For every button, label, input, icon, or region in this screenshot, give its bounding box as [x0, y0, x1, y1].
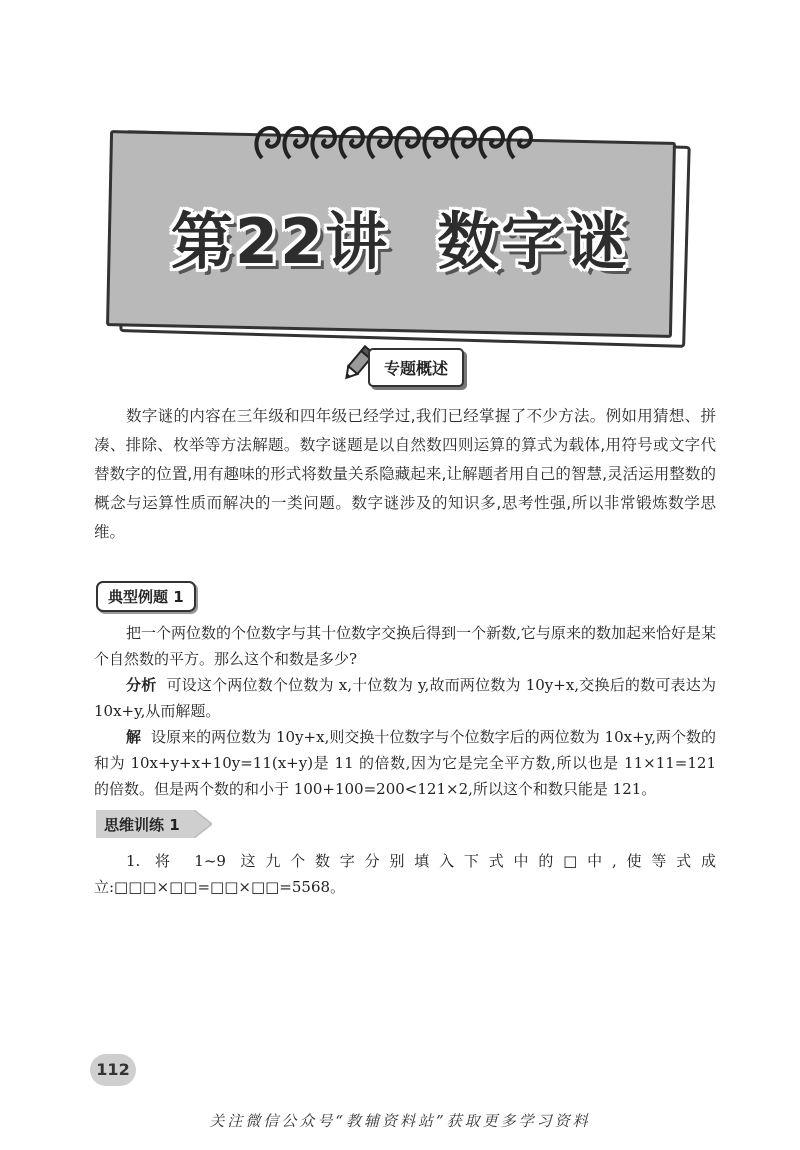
footer-note: 关注微信公众号“教辅资料站”获取更多学习资料 — [209, 1112, 591, 1130]
spiral-binding-icon — [250, 118, 550, 178]
training-item-1: 1. 将 1~9 这九个数字分别填入下式中的□中,使等式成立:□□□×□□=□□×□□=5568。 — [94, 852, 716, 896]
chapter-topic: 数字谜 — [437, 205, 630, 278]
example-analysis — [94, 672, 716, 724]
solution-text: 设原来的两位数为 10y+x,则交换十位数字与个位数字后的两位数为 10x+y,两个数的和为 10x+y+x+10y=11(x+y)是 11 的倍数,因为它是完全平方数,所以也是 11×11=121 的倍数。但是两个数的和小于 100+100=200<121×2,所以这个和数只能是 121。 — [94, 728, 716, 798]
overview-label: 专题概述 — [368, 348, 464, 387]
analysis-text: 可设这个两位数个位数为 x,十位数为 y,故而两位数为 10y+x,交换后的数可表达为 10x+y,从而解题。 — [94, 676, 716, 720]
chapter-banner — [100, 100, 700, 340]
page-number: 112 — [90, 1054, 136, 1086]
chapter-heading — [150, 192, 650, 281]
arrow-tab-icon — [190, 810, 212, 838]
example-label: 典型例题 1 — [96, 581, 196, 612]
example-solution — [94, 724, 716, 802]
overview-text: 数字谜的内容在三年级和四年级已经学过,我们已经掌握了不少方法。例如用猜想、拼凑、排除、枚举等方法解题。数字谜题是以自然数四则运算的算式为载体,用符号或文字代替数字的位置,用有趣味的形式将数量关系隐藏起来,让解题者用自己的智慧,灵活运用整数的概念与运算性质而解决的一类问题。数字谜涉及的知识多,思考性强,所以非常锻炼数学思维。 — [94, 407, 716, 541]
example-problem: 把一个两位数的个位数字与其十位数字交换后得到一个新数,它与原来的数加起来恰好是某个自然数的平方。那么这个和数是多少? — [94, 624, 716, 668]
chapter-number: 第22讲 — [170, 205, 390, 278]
solution-label: 解 — [126, 728, 142, 746]
training-label: 思维训练 1 — [104, 816, 180, 834]
analysis-label: 分析 — [126, 676, 157, 694]
